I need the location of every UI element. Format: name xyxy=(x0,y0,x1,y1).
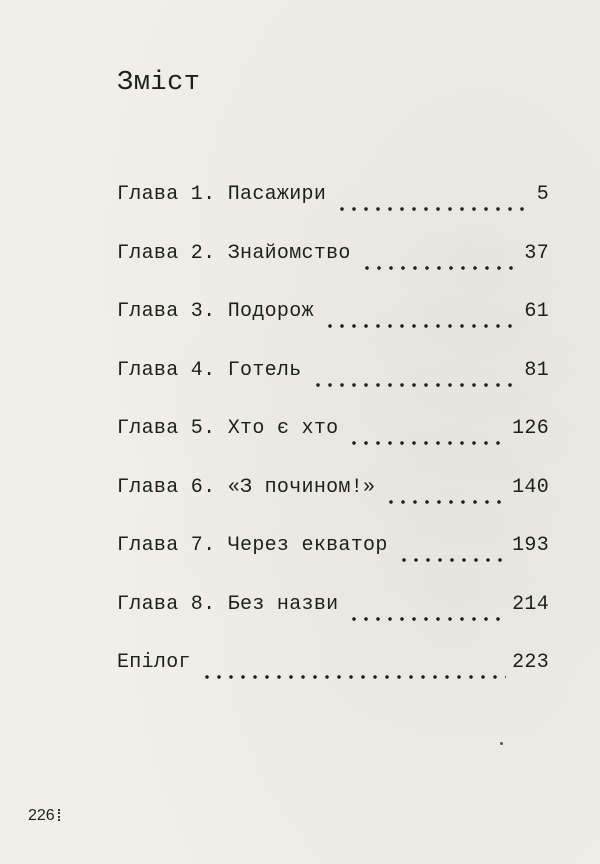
toc-entry-chapter-3[interactable] xyxy=(117,300,549,359)
page-number-ornament xyxy=(58,809,62,821)
dot-leader xyxy=(348,616,506,622)
toc-entry-label: Глава 2. Знайомство xyxy=(117,241,351,265)
toc-entry-label: Епілог xyxy=(117,651,191,674)
toc-entry-page: 126 xyxy=(512,417,549,440)
toc-entry-chapter-7[interactable] xyxy=(117,534,549,593)
toc-entry-chapter-5[interactable] xyxy=(117,417,549,476)
toc-entry-label: Глава 8. Без назви xyxy=(117,592,339,616)
toc-entry-page: 5 xyxy=(536,183,549,206)
toc-entry-page: 61 xyxy=(524,300,549,323)
toc-entry-chapter-4[interactable] xyxy=(117,359,549,418)
dot-leader xyxy=(385,499,506,505)
page-number-footer xyxy=(28,807,62,825)
toc-entry-chapter-6[interactable] xyxy=(117,476,549,535)
toc-title: Зміст xyxy=(117,68,201,98)
dot-leader xyxy=(348,440,506,446)
toc-entry-chapter-1[interactable] xyxy=(117,183,549,242)
dot-leader xyxy=(312,382,519,388)
dot-leader xyxy=(361,265,519,271)
toc-entry-label: Глава 5. Хто є хто xyxy=(117,417,339,440)
toc-entry-label: Глава 3. Подорож xyxy=(117,300,314,323)
toc-entry-page: 140 xyxy=(512,475,549,499)
dot-leader xyxy=(398,557,506,563)
toc-entry-epilogue[interactable] xyxy=(117,651,549,710)
dot-leader xyxy=(336,206,531,212)
toc-entry-page: 193 xyxy=(512,534,549,557)
toc-entry-label: Глава 4. Готель xyxy=(117,358,302,382)
page-number: 226 xyxy=(28,807,55,824)
toc-entry-chapter-2[interactable] xyxy=(117,242,549,301)
toc-entry-label: Глава 7. Через екватор xyxy=(117,534,388,557)
toc-entry-page: 37 xyxy=(524,241,549,265)
toc-entry-chapter-8[interactable] xyxy=(117,593,549,652)
print-speck xyxy=(500,742,503,745)
dot-leader xyxy=(324,323,519,329)
toc-entry-page: 223 xyxy=(512,651,549,674)
toc-entry-label: Глава 1. Пасажири xyxy=(117,183,327,206)
dot-leader xyxy=(201,674,506,680)
toc-entry-label: Глава 6. «З почином!» xyxy=(117,475,376,499)
toc-entry-page: 214 xyxy=(512,592,549,616)
toc-list xyxy=(117,183,549,710)
toc-entry-page: 81 xyxy=(524,358,549,382)
